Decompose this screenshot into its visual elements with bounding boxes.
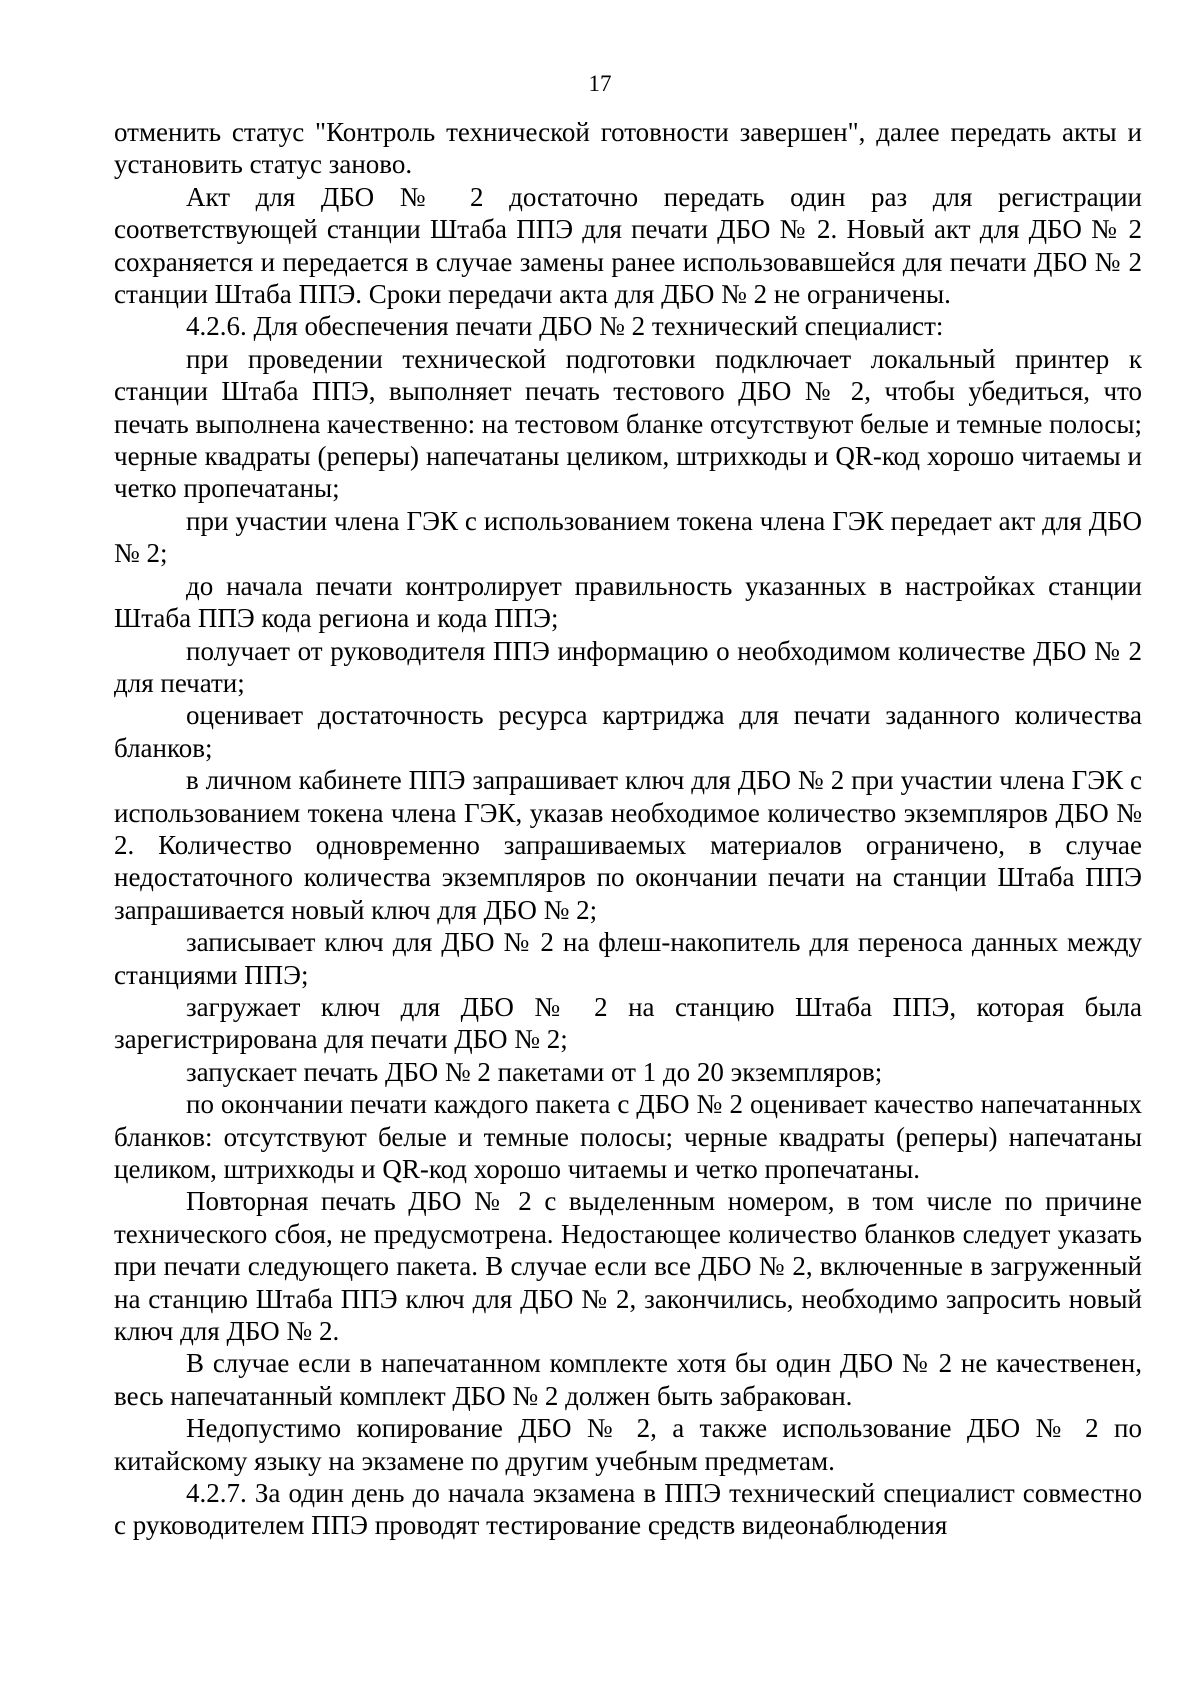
paragraph-act-dbo2: Акт для ДБО № 2 достаточно передать один раз для регистрации соответствующей станции Штаба ППЭ для печати ДБО № 2. Новый акт для ДБО № 2 сохраняется и передается в случае замены ранее использовавшейся для печати ДБО № 2 станции Штаба ППЭ. Сроки передачи акта для ДБО № 2 не ограничены.: [114, 181, 1142, 310]
list-item-check-codes: до начала печати контролирует правильность указанных в настройках станции Штаба ППЭ кода региона и кода ППЭ;: [114, 570, 1142, 634]
document-body: [114, 116, 1142, 1542]
paragraph-section-4-2-7: 4.2.7. За один день до начала экзамена в ППЭ технический специалист совместно с руководителем ППЭ проводят тестирование средств видеонаблюдения: [114, 1478, 1142, 1541]
paragraph-copy-prohibited: Недопустимо копирование ДБО № 2, а также использование ДБО № 2 по китайскому языку на экзамене по другим учебным предметам.: [114, 1413, 1142, 1476]
list-item-technical-preparation: при проведении технической подготовки подключает локальный принтер к станции Штаба ППЭ, выполняет печать тестового ДБО № 2, чтобы убедиться, что печать выполнена качественно: на тестовом бланке отсутствуют белые и темные полосы; черные квадраты (реперы) напечатаны целиком, штрихкоды и QR-код хорошо читаемы и четко пропечатаны;: [114, 343, 1142, 504]
paragraph-continuation: отменить статус "Контроль технической готовности завершен", далее передать акты и установить статус заново.: [114, 117, 1142, 180]
list-item-request-key: в личном кабинете ППЭ запрашивает ключ для ДБО № 2 при участии члена ГЭК с использованием токена члена ГЭК, указав необходимое количество экземпляров ДБО № 2. Количество одновременно запрашиваемых материалов ограничено, в случае недостаточного количества экземпляров по окончании печати на станции Штаба ППЭ запрашивается новый ключ для ДБО № 2;: [114, 765, 1142, 925]
paragraph-reject: В случае если в напечатанном комплекте хотя бы один ДБО № 2 не качественен, весь напечатанный комплект ДБО № 2 должен быть забракован.: [114, 1348, 1142, 1411]
list-item-quality-check: по окончании печати каждого пакета с ДБО № 2 оценивает качество напечатанных бланков: отсутствуют белые и темные полосы; черные квадраты (реперы) напечатаны целиком, штрихкоды и QR-код хорошо читаемы и четко пропечатаны.: [114, 1089, 1142, 1184]
list-item-transfer-act: при участии члена ГЭК с использованием токена члена ГЭК передает акт для ДБО № 2;: [114, 505, 1142, 569]
list-item-load-key: загружает ключ для ДБО № 2 на станцию Штаба ППЭ, которая была зарегистрирована для печати ДБО № 2;: [114, 991, 1142, 1055]
list-item-start-print: запускает печать ДБО № 2 пакетами от 1 до 20 экземпляров;: [186, 1056, 883, 1087]
list-item-write-key: записывает ключ для ДБО № 2 на флеш-накопитель для переноса данных между станциями ППЭ;: [114, 927, 1142, 990]
paragraph-section-4-2-6: 4.2.6. Для обеспечения печати ДБО № 2 технический специалист:: [186, 311, 944, 342]
page-number: 17: [588, 71, 612, 96]
list-item-get-quantity: получает от руководителя ППЭ информацию о необходимом количестве ДБО № 2 для печати;: [114, 635, 1142, 698]
list-item-cartridge: оценивает достаточность ресурса картриджа для печати заданного количества бланков;: [114, 700, 1142, 763]
paragraph-reprint: Повторная печать ДБО № 2 с выделенным номером, в том числе по причине технического сбоя, не предусмотрена. Недостающее количество бланков следует указать при печати следующего пакета. В случае если все ДБО № 2, включенные в загруженный на станцию Штаба ППЭ ключ для ДБО № 2, закончились, необходимо запросить новый ключ для ДБО № 2.: [114, 1186, 1142, 1347]
